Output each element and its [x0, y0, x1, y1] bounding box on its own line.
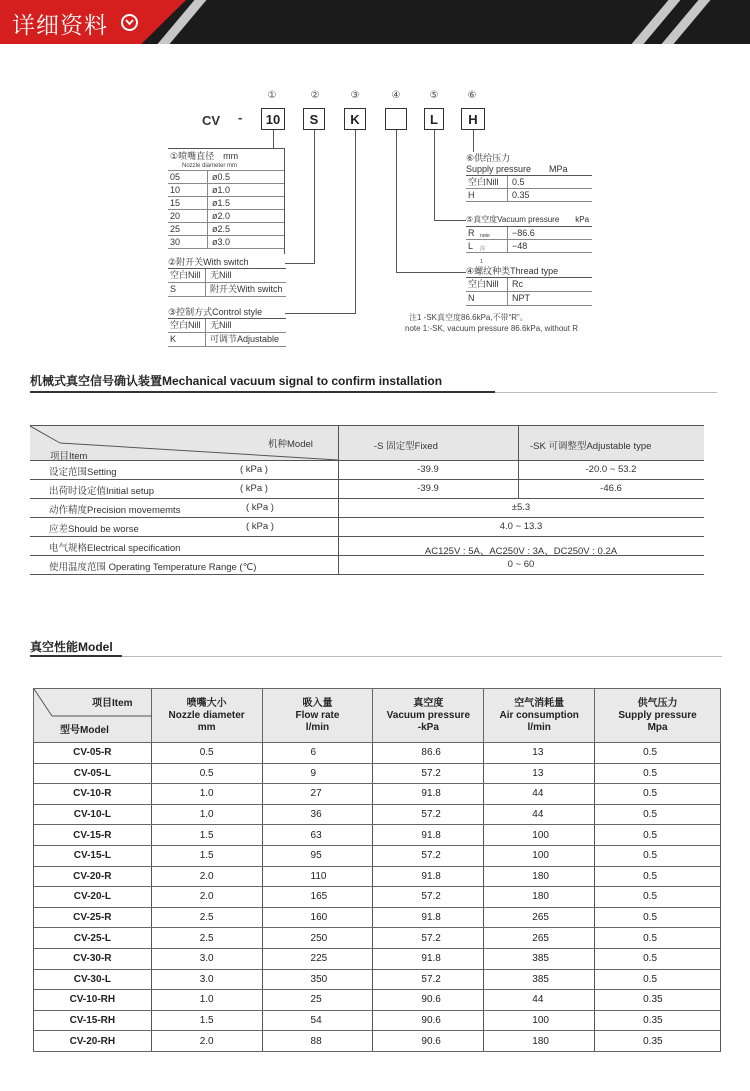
- spec-corner-bottom: 项目Item: [50, 451, 88, 462]
- value-cell: 100: [484, 825, 595, 846]
- value-cell: 0.5: [595, 743, 721, 764]
- table-row: [34, 845, 721, 866]
- spec-label: 应差Should be worse: [49, 524, 139, 535]
- code-box: K: [344, 108, 366, 130]
- value-cell: 0.5: [595, 907, 721, 928]
- value-cell: 1.5: [151, 825, 262, 846]
- table-row: [34, 928, 721, 949]
- value-cell: 25: [262, 990, 373, 1011]
- spec-value: ±5.3: [511, 502, 531, 513]
- value-cell: 2.0: [151, 887, 262, 908]
- value-cell: 90.6: [373, 990, 484, 1011]
- spec-row: [30, 461, 704, 480]
- nozzle-cell: 10: [168, 184, 208, 196]
- value-cell: 385: [484, 948, 595, 969]
- divider: [495, 392, 717, 393]
- value-cell: 44: [484, 784, 595, 805]
- value-cell: 27: [262, 784, 373, 805]
- model-cell: CV-10-RH: [34, 990, 152, 1011]
- code-num: ④: [391, 90, 401, 101]
- nozzle-cell: 30: [168, 236, 208, 248]
- value-cell: 1.5: [151, 845, 262, 866]
- value-cell: 57.2: [373, 804, 484, 825]
- value-cell: 1.0: [151, 990, 262, 1011]
- switch-row: [168, 283, 286, 297]
- value-cell: 0.35: [595, 1031, 721, 1052]
- supply-table: [466, 152, 592, 202]
- connector: [473, 130, 474, 152]
- model-table: [33, 688, 721, 1052]
- nozzle-cell: 05: [168, 171, 208, 183]
- model-corner: [34, 689, 152, 743]
- table-row: [34, 948, 721, 969]
- value-cell: 57.2: [373, 928, 484, 949]
- model-cell: CV-10-L: [34, 804, 152, 825]
- header-vacuum: [373, 689, 484, 743]
- spec-unit: ( kPa ): [246, 521, 274, 532]
- value-cell: 0.5: [595, 763, 721, 784]
- header-flow: [262, 689, 373, 743]
- model-cell: CV-05-R: [34, 743, 152, 764]
- code-box: 10: [261, 108, 285, 130]
- code-box: H: [461, 108, 485, 130]
- table-row: [34, 784, 721, 805]
- vacuum-table: [466, 214, 592, 265]
- code-num: ①: [267, 90, 277, 101]
- value-cell: 2.0: [151, 866, 262, 887]
- value-cell: 265: [484, 928, 595, 949]
- model-cell: CV-15-R: [34, 825, 152, 846]
- value-cell: 0.5: [595, 887, 721, 908]
- value-cell: 13: [484, 743, 595, 764]
- spec-value: AC125V : 5A、AC250V : 3A、DC250V : 0.2A: [424, 546, 618, 557]
- spec-label: 电气规格Electrical specification: [49, 543, 181, 554]
- value-cell: 91.8: [373, 784, 484, 805]
- value-cell: 250: [262, 928, 373, 949]
- connector: [355, 130, 356, 313]
- switch-title: ②附开关With switch: [168, 256, 286, 269]
- value-cell: 0.5: [595, 969, 721, 990]
- header-unit: l/min: [305, 721, 330, 733]
- supply-cell: 0.35: [512, 190, 530, 200]
- model-code-diagram: [0, 0, 750, 360]
- model-cell: CV-15-L: [34, 845, 152, 866]
- value-cell: 36: [262, 804, 373, 825]
- header-unit: l/min: [527, 721, 551, 733]
- value-cell: 0.5: [151, 743, 262, 764]
- spec-unit: ( kPa ): [240, 464, 268, 475]
- switch-cell: 空白Nill: [168, 269, 206, 282]
- code-box: [385, 108, 407, 130]
- model-corner-bottom: 型号Model: [60, 725, 109, 736]
- value-cell: 0.5: [595, 784, 721, 805]
- control-row: [168, 319, 286, 333]
- value-cell: 0.35: [595, 990, 721, 1011]
- supply-subtitle: Supply pressure MPa: [466, 164, 592, 176]
- spec-value-adjustable: -46.6: [600, 483, 622, 494]
- control-table: [168, 306, 286, 347]
- value-cell: 350: [262, 969, 373, 990]
- header-cn: 空气消耗量: [514, 697, 565, 709]
- nozzle-title: ①喷嘴直径 mm: [170, 151, 239, 161]
- model-cell: CV-20-RH: [34, 1031, 152, 1052]
- table-row: [34, 825, 721, 846]
- model-cell: CV-10-R: [34, 784, 152, 805]
- header-air: [484, 689, 595, 743]
- connector: [434, 220, 466, 221]
- nozzle-cell: 15: [168, 197, 208, 209]
- model-header-row: [34, 689, 721, 743]
- spec-row: [30, 518, 704, 537]
- header-en: Vacuum pressure: [386, 709, 471, 721]
- model-cell: CV-25-L: [34, 928, 152, 949]
- spec-header: [30, 425, 704, 461]
- switch-cell: 附开关With switch: [210, 284, 283, 294]
- note-line: note 1:-SK, vacuum pressure 86.6kPa, without R: [405, 324, 578, 333]
- value-cell: 63: [262, 825, 373, 846]
- vacuum-cell: −48: [512, 241, 528, 251]
- spec-col-fixed: -S 固定型Fixed: [374, 441, 438, 452]
- control-row: [168, 333, 286, 347]
- model-cell: CV-20-L: [34, 887, 152, 908]
- connector: [434, 130, 435, 220]
- nozzle-row: [168, 184, 284, 197]
- spec-unit: ( kPa ): [240, 483, 268, 494]
- model-cell: CV-15-RH: [34, 1010, 152, 1031]
- connector: [314, 130, 315, 263]
- vacuum-cell: L: [466, 240, 508, 252]
- value-cell: 0.5: [151, 763, 262, 784]
- header-cn: 真空度: [413, 697, 444, 709]
- connector: [285, 263, 315, 264]
- code-box: L: [424, 108, 444, 130]
- divider: [122, 656, 722, 657]
- value-cell: 2.0: [151, 1031, 262, 1052]
- value-cell: 265: [484, 907, 595, 928]
- switch-cell: S: [168, 283, 206, 296]
- switch-cell: 无Nill: [210, 270, 232, 280]
- nozzle-table: [168, 148, 285, 254]
- vacuum-cell: note注1: [480, 233, 490, 265]
- section-title: 真空性能Model: [30, 640, 113, 654]
- connector: [396, 272, 466, 273]
- value-cell: 6: [262, 743, 373, 764]
- thread-row: [466, 292, 592, 306]
- nozzle-cell: 20: [168, 210, 208, 222]
- code-dash: -: [238, 110, 243, 125]
- value-cell: 86.6: [373, 743, 484, 764]
- value-cell: 44: [484, 990, 595, 1011]
- vacuum-cell: R: [466, 227, 508, 239]
- value-cell: 165: [262, 887, 373, 908]
- spec-value-adjustable: -20.0 ~ 53.2: [585, 464, 637, 475]
- spec-corner-top: 机种Model: [268, 439, 313, 450]
- spec-label: 出荷时设定值Initial setup: [49, 486, 155, 497]
- vacuum-cell: −86.6: [512, 228, 535, 238]
- control-title: ③控制方式Control style: [168, 306, 286, 319]
- value-cell: 0.5: [595, 825, 721, 846]
- table-row: [34, 887, 721, 908]
- code-prefix: CV: [202, 113, 221, 128]
- value-cell: 0.5: [595, 845, 721, 866]
- table-row: [34, 969, 721, 990]
- table-row: [34, 866, 721, 887]
- value-cell: 180: [484, 866, 595, 887]
- supply-row: [466, 189, 592, 202]
- header-unit: Mpa: [647, 721, 668, 733]
- value-cell: 54: [262, 1010, 373, 1031]
- value-cell: 95: [262, 845, 373, 866]
- header-cn: 吸入量: [302, 697, 333, 709]
- header-unit: mm: [197, 721, 216, 733]
- header-en: Air consumption: [499, 709, 579, 721]
- value-cell: 91.8: [373, 907, 484, 928]
- value-cell: 0.5: [595, 866, 721, 887]
- vacuum-row: [466, 240, 592, 253]
- nozzle-row: [168, 223, 284, 236]
- control-cell: K: [168, 333, 206, 346]
- model-cell: CV-05-L: [34, 763, 152, 784]
- model-corner-top: 项目Item: [92, 698, 133, 709]
- spec-value: 4.0 ~ 13.3: [499, 521, 543, 532]
- value-cell: 225: [262, 948, 373, 969]
- header-unit: -kPa: [417, 721, 439, 733]
- nozzle-cell: ø0.5: [212, 172, 231, 182]
- spec-value-fixed: -39.9: [417, 483, 439, 494]
- model-cell: CV-30-R: [34, 948, 152, 969]
- banner-title: 详细资料: [12, 13, 108, 39]
- value-cell: 180: [484, 1031, 595, 1052]
- value-cell: 180: [484, 887, 595, 908]
- nozzle-row: [168, 197, 284, 210]
- spec-row: [30, 537, 704, 556]
- divider: [30, 655, 122, 657]
- value-cell: 1.5: [151, 1010, 262, 1031]
- table-row: [34, 743, 721, 764]
- spec-value-fixed: -39.9: [417, 464, 439, 475]
- nozzle-cell: ø3.0: [212, 237, 231, 247]
- code-box: S: [303, 108, 325, 130]
- value-cell: 57.2: [373, 887, 484, 908]
- header-en: Supply pressure: [618, 709, 697, 721]
- value-cell: 91.8: [373, 866, 484, 887]
- divider: [30, 391, 495, 393]
- thread-title: ④螺纹种类Thread type: [466, 265, 592, 278]
- switch-row: [168, 269, 286, 283]
- spec-row: [30, 499, 704, 518]
- note-line: 注1 -SK真空度86.6kPa,不带“R”。: [409, 313, 528, 322]
- nozzle-cell: ø2.5: [212, 224, 231, 234]
- value-cell: 110: [262, 866, 373, 887]
- nozzle-cell: ø1.5: [212, 198, 231, 208]
- supply-title: ⑥供给压力: [466, 153, 511, 163]
- value-cell: 44: [484, 804, 595, 825]
- spec-table: [30, 425, 704, 575]
- nozzle-subtitle: Nozzle diameter mm: [182, 163, 238, 169]
- supply-row: [466, 176, 592, 189]
- spec-label: 使用温度范围 Operating Temperature Range (℃): [49, 562, 257, 573]
- table-row: [34, 763, 721, 784]
- thread-cell: NPT: [512, 293, 530, 303]
- code-num: ⑥: [467, 90, 477, 101]
- section-title: 机械式真空信号确认装置Mechanical vacuum signal to confirm installation: [30, 374, 443, 388]
- switch-table: [168, 256, 286, 297]
- value-cell: 2.5: [151, 907, 262, 928]
- header-supply: [595, 689, 721, 743]
- value-cell: 3.0: [151, 948, 262, 969]
- connector: [285, 313, 356, 314]
- value-cell: 0.5: [595, 804, 721, 825]
- table-row: [34, 804, 721, 825]
- code-num: ⑤: [429, 90, 439, 101]
- code-num: ②: [310, 90, 320, 101]
- value-cell: 160: [262, 907, 373, 928]
- value-cell: 2.5: [151, 928, 262, 949]
- value-cell: 57.2: [373, 763, 484, 784]
- supply-cell: 0.5: [512, 177, 525, 187]
- table-row: [34, 907, 721, 928]
- model-cell: CV-20-R: [34, 866, 152, 887]
- value-cell: 100: [484, 845, 595, 866]
- model-cell: CV-25-R: [34, 907, 152, 928]
- value-cell: 0.5: [595, 928, 721, 949]
- thread-table: [466, 265, 592, 306]
- spec-label: 动作精度Precision movememts: [49, 505, 181, 516]
- supply-cell: 空白Nill: [466, 176, 508, 188]
- value-cell: 1.0: [151, 784, 262, 805]
- spec-row: [30, 556, 704, 575]
- value-cell: 57.2: [373, 845, 484, 866]
- thread-row: [466, 278, 592, 292]
- control-cell: 无Nill: [210, 320, 232, 330]
- value-cell: 1.0: [151, 804, 262, 825]
- value-cell: 88: [262, 1031, 373, 1052]
- value-cell: 0.35: [595, 1010, 721, 1031]
- value-cell: 9: [262, 763, 373, 784]
- value-cell: 57.2: [373, 969, 484, 990]
- code-num: ③: [350, 90, 360, 101]
- value-cell: 3.0: [151, 969, 262, 990]
- header-cn: 喷嘴大小: [186, 697, 227, 709]
- spec-row: [30, 480, 704, 499]
- value-cell: 91.8: [373, 825, 484, 846]
- nozzle-cell: 25: [168, 223, 208, 235]
- header-en: Flow rate: [295, 709, 340, 721]
- thread-cell: N: [466, 292, 508, 305]
- connector: [396, 130, 397, 272]
- thread-cell: 空白Nill: [466, 278, 508, 291]
- nozzle-cell: ø1.0: [212, 185, 231, 195]
- control-cell: 空白Nill: [168, 319, 206, 332]
- value-cell: 13: [484, 763, 595, 784]
- spec-unit: ( kPa ): [246, 502, 274, 513]
- table-row: [34, 990, 721, 1011]
- nozzle-row: [168, 236, 284, 249]
- value-cell: 0.5: [595, 948, 721, 969]
- vacuum-title: ⑤真空度Vacuum pressure kPa: [466, 214, 592, 227]
- spec-value: 0 ~ 60: [507, 559, 535, 570]
- value-cell: 90.6: [373, 1031, 484, 1052]
- control-cell: 可调节Adjustable: [210, 334, 280, 344]
- nozzle-row: [168, 171, 284, 184]
- value-cell: 385: [484, 969, 595, 990]
- header-nozzle: [151, 689, 262, 743]
- header-en: Nozzle diameter: [168, 709, 245, 721]
- model-cell: CV-30-L: [34, 969, 152, 990]
- header-cn: 供气压力: [637, 697, 678, 709]
- table-row: [34, 1031, 721, 1052]
- value-cell: 91.8: [373, 948, 484, 969]
- nozzle-cell: ø2.0: [212, 211, 231, 221]
- spec-col-adjustable: -SK 可调整型Adjustable type: [530, 441, 652, 452]
- value-cell: 100: [484, 1010, 595, 1031]
- table-row: [34, 1010, 721, 1031]
- value-cell: 90.6: [373, 1010, 484, 1031]
- supply-cell: H: [466, 189, 508, 201]
- spec-label: 设定范围Setting: [49, 467, 117, 478]
- connector: [273, 130, 274, 148]
- thread-cell: Rc: [512, 279, 523, 289]
- nozzle-row: [168, 210, 284, 223]
